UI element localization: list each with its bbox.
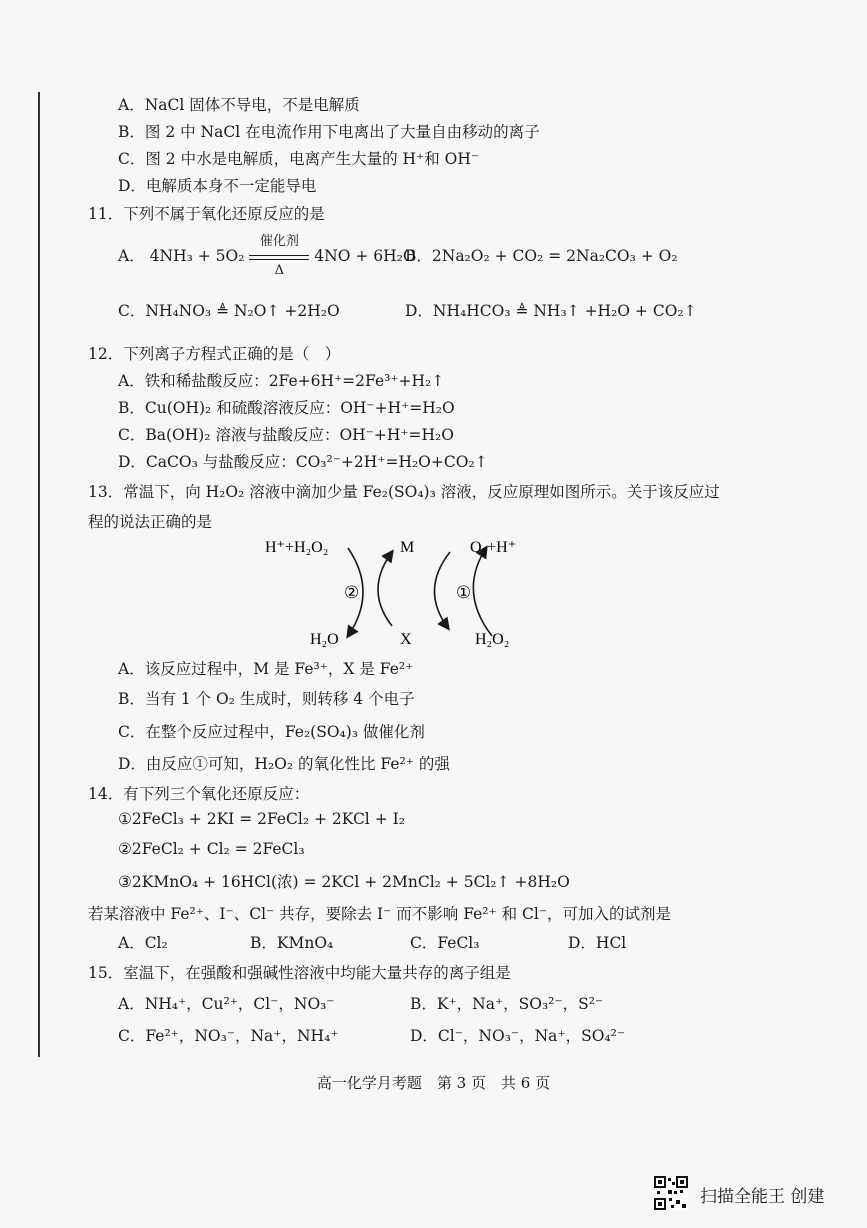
q11-a-label: A． <box>118 247 145 265</box>
q14-stem: 14．有下列三个氧化还原反应： <box>88 785 310 803</box>
q11-option-c: C．NH₄NO₃ ≜ N₂O↑ +2H₂O <box>118 302 340 320</box>
q10-option-c: C．图 2 中水是电解质，电离产生大量的 H⁺和 OH⁻ <box>118 150 480 168</box>
q15-option-b: B．K⁺，Na⁺，SO₃²⁻，S²⁻ <box>410 995 604 1013</box>
q10-option-a: A．NaCl 固体不导电，不是电解质 <box>118 96 360 114</box>
q13-option-d: D．由反应①可知，H₂O₂ 的氧化性比 Fe²⁺ 的强 <box>118 755 450 773</box>
q14-reaction-2: ②2FeCl₂ + Cl₂ = 2FeCl₃ <box>118 840 305 858</box>
q14-reaction-1: ①2FeCl₃ + 2KI = 2FeCl₂ + 2KCl + I₂ <box>118 810 405 828</box>
q13-stem-line2: 程的说法正确的是 <box>88 513 213 531</box>
q15-option-a: A．NH₄⁺，Cu²⁺，Cl⁻，NO₃⁻ <box>118 995 335 1013</box>
q14-reaction-3: ③2KMnO₄ + 16HCl(浓) = 2KCl + 2MnCl₂ + 5Cl₂↑ +8H₂O <box>118 873 570 891</box>
q11-a-cond-bot: Δ <box>274 263 285 278</box>
q14-option-b: B．KMnO₄ <box>250 934 334 952</box>
diagram-circle-2: ② <box>344 583 360 603</box>
q15-option-d: D．Cl⁻，NO₃⁻，Na⁺，SO₄²⁻ <box>410 1027 626 1045</box>
right-arc-outer <box>473 548 492 636</box>
q11-option-d: D．NH₄HCO₃ ≜ NH₃↑ +H₂O + CO₂↑ <box>405 302 697 320</box>
q13-option-b: B．当有 1 个 O₂ 生成时，则转移 4 个电子 <box>118 690 415 708</box>
scanner-watermark: 扫描全能王 创建 <box>700 1187 825 1207</box>
q14-option-c: C．FeCl₃ <box>410 934 480 952</box>
diagram-bot-left: H₂O <box>310 631 339 648</box>
q12-option-c: C．Ba(OH)₂ 溶液与盐酸反应：OH⁻+H⁺=H₂O <box>118 426 454 444</box>
q11-a-left: 4NH₃ + 5O₂ <box>149 247 245 265</box>
q11-option-b: B．2Na₂O₂ + CO₂ = 2Na₂CO₃ + O₂ <box>405 247 678 265</box>
q11-option-a <box>118 234 416 278</box>
diagram-top-right: O₂+H⁺ <box>470 539 517 556</box>
right-arc-inner <box>434 552 450 628</box>
q12-stem: 12．下列离子方程式正确的是（ ） <box>88 345 341 363</box>
left-arc-inner <box>378 552 392 626</box>
q12-option-d: D．CaCO₃ 与盐酸反应：CO₃²⁻+2H⁺=H₂O+CO₂↑ <box>118 453 488 471</box>
q14-question: 若某溶液中 Fe²⁺、I⁻、Cl⁻ 共存，要除去 I⁻ 而不影响 Fe²⁺ 和 Cl⁻，可加入的试剂是 <box>88 905 672 923</box>
q14-option-d: D．HCl <box>568 934 627 952</box>
diagram-circle-1: ① <box>456 583 472 603</box>
q15-stem: 15．室温下，在强酸和强碱性溶液中均能大量共存的离子组是 <box>88 964 511 982</box>
diagram-bot-right: H₂O₂ <box>475 631 510 648</box>
q14-option-a: A．Cl₂ <box>118 934 168 952</box>
diagram-top-left: H⁺+H₂O₂ <box>265 539 329 556</box>
q11-stem: 11．下列不属于氧化还原反应的是 <box>88 205 325 223</box>
q11-a-condition-arrow <box>249 234 309 278</box>
q10-option-b: B．图 2 中 NaCl 在电流作用下电离出了大量自由移动的离子 <box>118 123 540 141</box>
qr-code-icon <box>654 1176 688 1210</box>
q15-option-c: C．Fe²⁺，NO₃⁻，Na⁺，NH₄⁺ <box>118 1027 339 1045</box>
margin-line <box>38 92 40 1057</box>
q11-a-right: 4NO + 6H₂O <box>314 247 416 265</box>
reaction-cycle-svg <box>260 530 560 660</box>
q13-option-a: A．该反应过程中，M 是 Fe³⁺，X 是 Fe²⁺ <box>118 660 414 678</box>
q12-option-b: B．Cu(OH)₂ 和硫酸溶液反应：OH⁻+H⁺=H₂O <box>118 399 455 417</box>
page-footer: 高一化学月考题 第 3 页 共 6 页 <box>316 1074 551 1092</box>
q13-option-c: C．在整个反应过程中，Fe₂(SO₄)₃ 做催化剂 <box>118 723 425 741</box>
diagram-bot-mid: X <box>400 631 412 648</box>
q10-option-d: D．电解质本身不一定能导电 <box>118 177 317 195</box>
q13-stem-line1: 13．常温下，向 H₂O₂ 溶液中滴加少量 Fe₂(SO₄)₃ 溶液，反应原理如图所示。关于该反应过 <box>88 483 720 501</box>
reaction-cycle-diagram <box>260 530 560 660</box>
q12-option-a: A．铁和稀盐酸反应：2Fe+6H⁺=2Fe³⁺+H₂↑ <box>118 372 445 390</box>
q11-a-cond-top: 催化剂 <box>259 234 299 249</box>
diagram-top-mid: M <box>400 539 415 556</box>
